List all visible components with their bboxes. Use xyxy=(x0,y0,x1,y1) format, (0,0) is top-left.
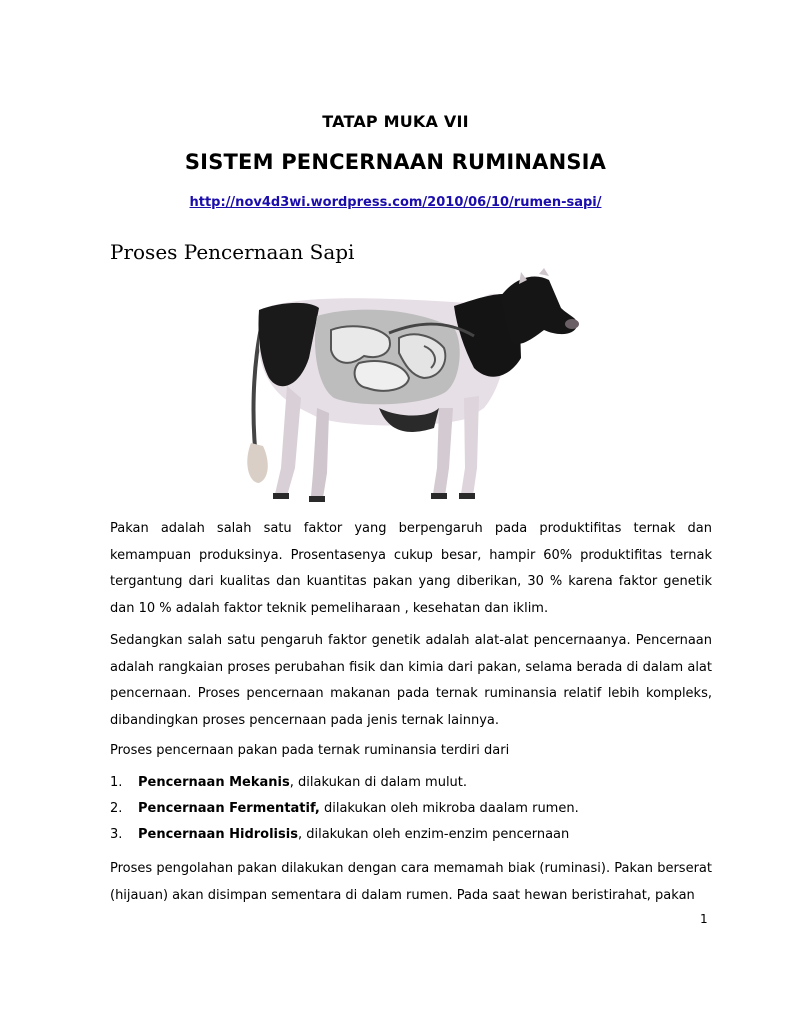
digestion-steps-list xyxy=(110,773,712,851)
paragraph-4: Proses pengolahan pakan dilakukan dengan cara memamah biak (ruminasi). Pakan berserat (hijauan) akan disimpan sementara di dalam rumen. Pada saat hewan beristirahat, pakan xyxy=(110,861,712,903)
list-item-desc: dilakukan oleh mikroba daalam rumen. xyxy=(319,801,579,816)
list-item-number: 2. xyxy=(110,801,123,816)
list-item xyxy=(110,799,712,825)
list-item-term: Pencernaan Fermentatif, xyxy=(138,801,320,816)
section-heading: Proses Pencernaan Sapi xyxy=(110,240,355,264)
list-item xyxy=(110,773,712,799)
paragraph-2: Sedangkan salah satu pengaruh faktor genetik adalah alat-alat pencernaanya. Pencernaan adalah rangkaian proses perubahan fisik dan kimia dari pakan, selama berada di dalam alat pencernaan. Proses pencernaan makanan pada ternak ruminansia relatif lebih kompleks, dibandingkan proses pencernaan pada jenis ternak lainnya. xyxy=(110,633,712,728)
list-item-desc: , dilakukan oleh enzim-enzim pencernaan xyxy=(297,827,570,842)
document-title: SISTEM PENCERNAAN RUMINANSIA xyxy=(184,150,607,174)
list-item-number: 3. xyxy=(110,827,123,842)
list-item-term: Pencernaan Mekanis xyxy=(138,775,290,790)
source-link[interactable]: http://nov4d3wi.wordpress.com/2010/06/10/rumen-sapi/ xyxy=(189,195,602,210)
list-item-number: 1. xyxy=(110,775,123,790)
document-subtitle: TATAP MUKA VII xyxy=(322,112,469,131)
paragraph-1: Pakan adalah salah satu faktor yang berpengaruh pada produktifitas ternak dan kemampuan produksinya. Prosentasenya cukup besar, hampir 60% produktifitas ternak tergantung dari kualitas dan kuantitas pakan yang diberikan, 30 % karena faktor genetik dan 10 % adalah faktor teknik pemeliharaan , kesehatan dan iklim. xyxy=(110,521,712,616)
list-item xyxy=(110,825,712,851)
list-item-term: Pencernaan Hidrolisis xyxy=(138,827,298,842)
paragraph-3: Proses pencernaan pakan pada ternak ruminansia terdiri dari xyxy=(110,743,510,758)
cow-digestive-illustration xyxy=(239,268,581,508)
list-item-desc: , dilakukan di dalam mulut. xyxy=(289,775,468,790)
page-number: 1 xyxy=(700,912,708,926)
